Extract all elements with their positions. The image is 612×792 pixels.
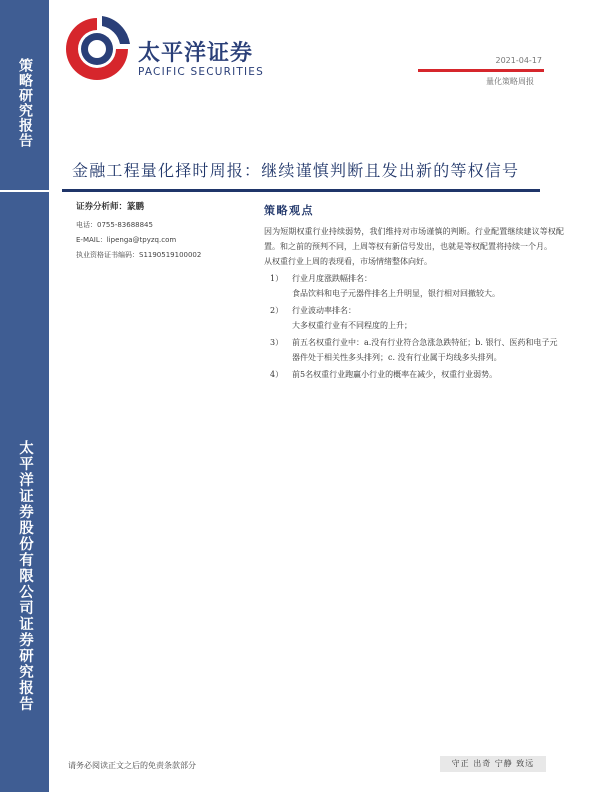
sidebar-category-label: 策略研究报告 xyxy=(17,58,33,148)
list-item xyxy=(264,367,564,382)
list-item-detail: 食品饮料和电子元器件排名上升明显，银行相对回撤较大。 xyxy=(292,289,500,298)
analyst-phone: 电话：0755-83688845 xyxy=(76,221,153,229)
header-divider xyxy=(418,69,544,72)
company-motto: 守正 出奇 宁静 致远 xyxy=(440,756,546,772)
strategy-intro: 因为短期权重行业持续弱势，我们维持对市场谨慎的判断。行业配置继续建议等权配置。和之前的预判不同，上周等权有新信号发出，也就是等权配置将持续一个月。 xyxy=(264,227,564,251)
list-item-text: 行业波动率排名： xyxy=(292,306,356,315)
list-item-number: 4） xyxy=(270,370,284,379)
analyst-block xyxy=(76,200,246,263)
list-item xyxy=(264,335,564,365)
title-rule xyxy=(62,189,540,192)
list-item-detail: 大多权重行业有不同程度的上升； xyxy=(292,321,412,330)
analyst-license: 执业资格证书编码：S1190519100002 xyxy=(76,251,202,259)
list-item-text: 前五名权重行业中：a.没有行业符合急涨急跌特征；b. 银行、医药和电子元器件处于相关性多头排列；c. 没有行业属于均线多头排列。 xyxy=(292,338,558,362)
list-item xyxy=(264,271,564,301)
list-item-text: 行业月度涨跌幅排名： xyxy=(292,274,372,283)
report-date: 2021-04-17 xyxy=(495,56,542,65)
sidebar-top-band xyxy=(0,0,49,190)
strategy-section xyxy=(264,202,564,382)
report-type: 量化策略周报 xyxy=(486,77,534,86)
brand-name-en: PACIFIC SECURITIES xyxy=(138,66,265,78)
strategy-lead: 从权重行业上周的表现看，市场情绪整体向好。 xyxy=(264,257,432,266)
brand-name-cn: 太平洋证券 xyxy=(138,41,254,66)
pacific-securities-logo-icon xyxy=(62,14,132,84)
sidebar-company-label: 太平洋证券股份有限公司证券研究报告 xyxy=(17,440,33,712)
list-item-text: 前5名权重行业跑赢小行业的概率在减少，权重行业弱势。 xyxy=(292,370,498,379)
list-item-number: 3） xyxy=(270,338,284,347)
report-title: 金融工程量化择时周报：继续谨慎判断且发出新的等权信号 xyxy=(72,161,520,180)
list-item-number: 2） xyxy=(270,306,284,315)
disclaimer-note: 请务必阅读正文之后的免责条款部分 xyxy=(68,761,196,770)
list-item xyxy=(264,303,564,333)
analyst-name: 证券分析师：篆鹏 xyxy=(76,202,145,212)
analyst-email: E-MAIL：lipenga@tpyzq.com xyxy=(76,236,177,244)
sidebar-bottom-band xyxy=(0,192,49,792)
strategy-heading: 策略观点 xyxy=(264,204,314,217)
list-item-number: 1） xyxy=(270,274,284,283)
